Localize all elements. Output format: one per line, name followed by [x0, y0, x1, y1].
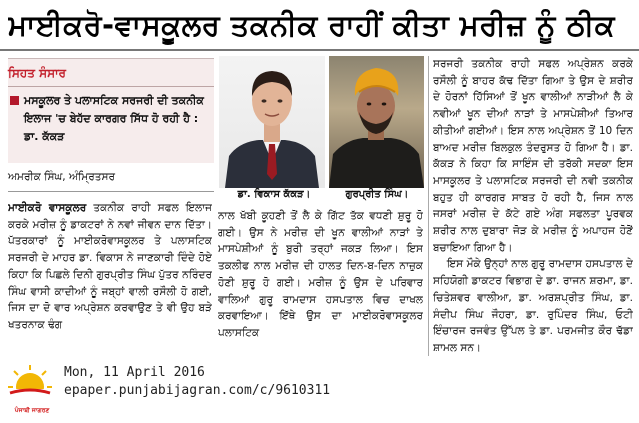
- doctor-photo-caption: ਡਾ. ਵਿਕਾਸ ਕੱਕੜ।: [237, 189, 311, 200]
- column-middle-text: ਨਾਲ ਖੱਬੀ ਕੂਹਣੀ ਤੋਂ ਲੈ ਕੇ ਗਿੱਟ ਤੱਕ ਵਧਣੀ ਸ਼ੁਰੂ ਹੋ ਗਈ। ਉਸ ਨੇ ਮਰੀਜ਼ ਦੀ ਖੂਨ ਵਾਲੀਆਂ ਨਾੜਾਂ ਤੇ ਮਾਸਪੇਸ਼ੀਆਂ ਨੂੰ ਬੁਰੀ ਤਰ੍ਹਾਂ ਜਕੜ ਲਿਆ। ਇਸ ਤਕਲੀਫ ਨਾਲ ਮਰੀਜ਼ ਦੀ ਹਾਲਤ ਦਿਨ-ਬ-ਦਿਨ ਨਾਜ਼ੁਕ ਹੋਣੀ ਸ਼ੁਰੂ ਹੋ ਗਈ। ਮਰੀਜ਼ ਨੂੰ ਉਸ ਦੇ ਪਰਿਵਾਰ ਵਾਲਿਆਂ ਗੁਰੂ ਰਾਮਦਾਸ ਹਸਪਤਾਲ ਵਿਚ ਦਾਖਲ ਕਰਵਾਇਆ। ਇੱਥੇ ਉਸ ਦਾ ਮਾਈਕਰੋਵਾਸਕੂਲਰ ਪਲਾਸਟਿਕ: [218, 210, 423, 339]
- column-left-lead: ਮਾਈਕਰੋ ਵਾਸਕੂਲਰ: [8, 202, 87, 214]
- article-kicker: ਮਸਕੂਲਰ ਤੇ ਪਲਾਸਟਿਕ ਸਰਜਰੀ ਦੀ ਤਕਨੀਕ ਇਲਾਜ 'ਚ ਬੇਹੱਦ ਕਾਰਗਰ ਸਿੱਧ ਹੋ ਰਹੀ ਹੈ : ਡਾ. ਕੱਕੜ: [24, 94, 204, 143]
- article-headline: ਮਾਈਕਰੋ-ਵਾਸਕੂਲਰ ਤਕਨੀਕ ਰਾਹੀਂ ਕੀਤਾ ਮਰੀਜ਼ ਨੂੰ ਠੀਕ: [8, 8, 616, 42]
- byline-divider: [8, 191, 214, 192]
- column-divider: [428, 56, 429, 356]
- article-column-right: [433, 56, 633, 356]
- column-left-body: ਤਕਨੀਕ ਰਾਹੀ ਸਫਲ ਇਲਾਜ ਕਰਕੇ ਮਰੀਜ਼ ਨੂੰ ਡਾਕਟਰਾਂ ਨੇ ਨਵਾਂ ਜੀਵਨ ਦਾਨ ਦਿੱਤਾ। ਪੱਤਰਕਾਰਾਂ ਨੂੰ ਮਾਈਕਰੋਵਾਸਕੂਲਰ ਤੇ ਪਲਾਸਟਿਕ ਸਰਜਰੀ ਦੇ ਮਾਹਰ ਡਾ. ਵਿਕਾਸ ਨੇ ਜਾਣਕਾਰੀ ਦਿੰਦੇ ਹੋਏ ਕਿਹਾ ਕਿ ਪਿਛਲੇ ਦਿਨੀ ਗੁਰਪ੍ਰੀਤ ਸਿੰਘ ਪੁੱਤਰ ਨਰਿੰਦਰ ਸਿੰਘ ਵਾਸੀ ਕਾਦੀਆਂ ਨੂੰ ਜਬ੍ਹਾਂ ਵਾਲੀ ਰਸੌਲੀ ਹੋ ਗਈ, ਜਿਸ ਦਾ ਦੋ ਵਾਰ ਅਪ੍ਰੇਸ਼ਨ ਕਰਵਾਉਣ ਤੇ ਵੀ ਉਹ ਬੜੇ ਖਤਰਨਾਕ ਢੰਗ: [8, 202, 212, 331]
- logo-wordmark: ਪੰਜਾਬੀ ਜਾਗਰਣ: [14, 407, 50, 414]
- patient-portrait-icon: [329, 56, 424, 188]
- column-right-paragraph-1: ਸਰਜਰੀ ਤਕਨੀਕ ਰਾਹੀ ਸਫਲ ਅਪ੍ਰੇਸ਼ਨ ਕਰਕੇ ਰਸੌਲੀ ਨੂੰ ਬਾਹਰ ਕੱਢ ਦਿੱਤਾ ਗਿਆ ਤੇ ਉਸ ਦੇ ਸ਼ਰੀਰ ਦੇ ਹੋਰਨਾਂ ਹਿੱਸਿਆਂ ਤੋਂ ਖੂਨ ਵਾਲੀਆਂ ਨਾੜੀਆਂ ਲੈ ਕੇ ਨਵੀਆਂ ਖੂਨ ਦੀਆਂ ਨਾੜਾਂ ਤੇ ਮਾਸਪੇਸ਼ੀਆਂ ਤਿਆਰ ਕੀਤੀਆਂ ਗਈਆਂ। ਇਸ ਨਾਲ ਅਪ੍ਰੇਸ਼ਨ ਤੋਂ 10 ਦਿਨ ਬਾਅਦ ਮਰੀਜ਼ ਬਿਲਕੁਲ ਤੰਦਰੁਸਤ ਹੋ ਗਿਆ ਹੈ। ਡਾ. ਕੱਕੜ ਨੇ ਕਿਹਾ ਕਿ ਸਾਇੰਸ ਦੀ ਤਰੱਕੀ ਸਦਕਾ ਇਸ ਮਾਸਕੂਲਰ ਤੇ ਪਲਾਸਟਿਕ ਸਰਜਰੀ ਦੀ ਨਵੀ ਤਕਨੀਕ ਬਹੁਤ ਹੀ ਕਾਰਗਰ ਸਾਬਤ ਹੋ ਰਹੀ ਹੈ, ਜਿਸ ਨਾਲ ਜਸਰਾਂ ਮਰੀਜ਼ ਦੇ ਕੱਟੇ ਗਏ ਅੰਗ ਸਫਲਤਾ ਪੂਰਵਕ ਸ਼ਰੀਰ ਨਾਲ ਦੁਬਾਰਾ ਜੋੜ ਕੇ ਮਰੀਜ਼ ਨੂੰ ਅਪਾਹਜ ਹੋਣੋਂ ਬਚਾਇਆ ਗਿਆ ਹੈ।: [433, 58, 633, 254]
- column-right-paragraph-2: ਇਸ ਮੌਕੇ ਉਨ੍ਹਾਂ ਨਾਲ ਗੁਰੂ ਰਾਮਦਾਸ ਹਸਪਤਾਲ ਦੇ ਸਹਿਯੋਗੀ ਡਾਕਟਰ ਵਿਭਾਗ ਦੇ ਡਾ. ਰਾਜਨ ਸ਼ਰਮਾ, ਡਾ. ਚਿਤੇਸ਼ਵਰ ਵਾਲੀਆ, ਡਾ. ਅਰਸ਼ਪ੍ਰੀਤ ਸਿੰਘ, ਡਾ. ਸੰਦੀਪ ਸਿੰਘ ਜੌਹਰਾ, ਡਾ. ਰੁਪਿੰਦਰ ਸਿੰਘ, ਓਟੀ ਇੰਚਾਰਜ ਰਜਵੰਤ ਉੱਪਲ ਤੇ ਡਾ. ਪਰਮਜੀਤ ਕੌਰ ਢੱਡਾ ਸ਼ਾਮਲ ਸਨ।: [433, 258, 633, 354]
- headline-divider: [0, 49, 639, 51]
- publication-date: Mon, 11 April 2016: [64, 365, 205, 380]
- column-left-text: [8, 200, 212, 334]
- patient-photo: [329, 56, 424, 188]
- article-column-left: [8, 200, 212, 360]
- patient-photo-caption: ਗੁਰਪ੍ਰੀਤ ਸਿੰਘ।: [345, 189, 409, 200]
- section-divider: [8, 86, 214, 87]
- doctor-photo: [219, 56, 325, 188]
- article-column-middle: [218, 208, 423, 358]
- doctor-portrait-icon: [219, 56, 325, 188]
- section-tag: ਸਿਹਤ ਸੰਸਾਰ: [8, 66, 66, 80]
- article-byline: ਅਮਰੀਕ ਸਿੰਘ, ਅੰਮ੍ਰਿਤਸਰ: [8, 171, 116, 183]
- epaper-link[interactable]: epaper.punjabijagran.com/c/9610311: [64, 383, 331, 398]
- bullet-square-icon: [10, 96, 19, 105]
